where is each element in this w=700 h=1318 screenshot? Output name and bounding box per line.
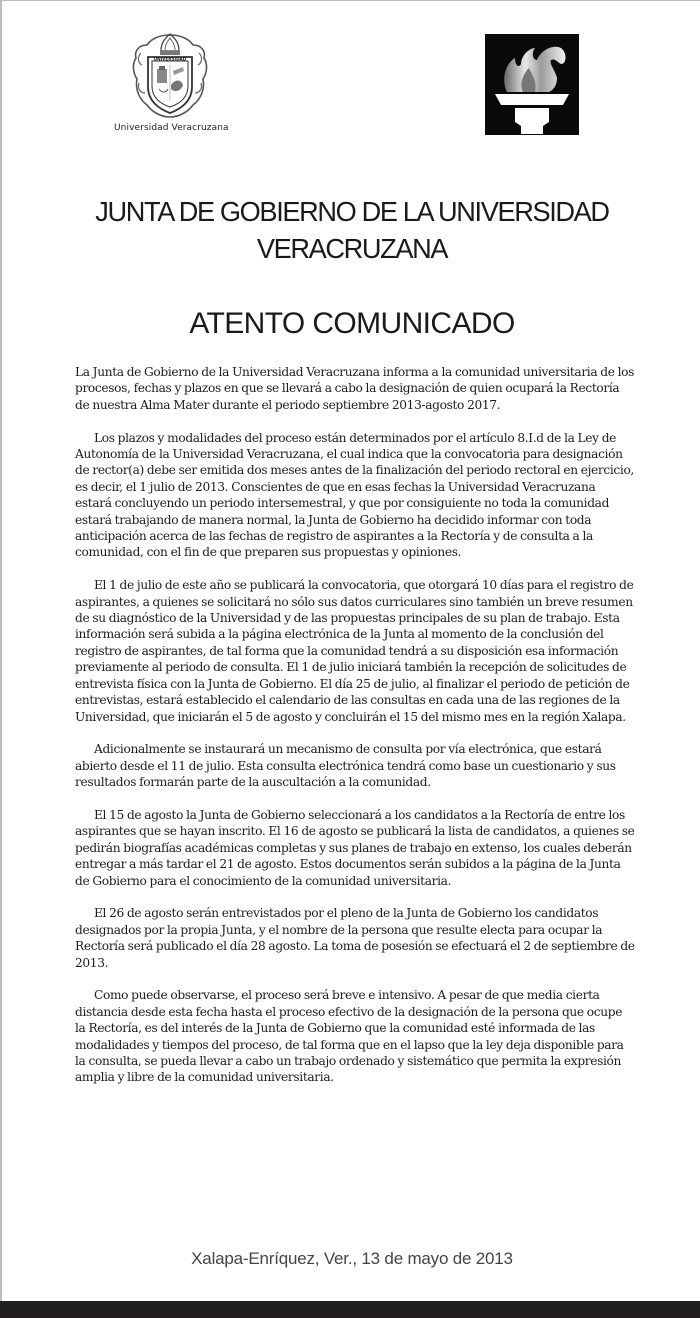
svg-text:UNIVERSIDAD: UNIVERSIDAD: [153, 56, 187, 62]
universidad-veracruzana-crest-icon: [129, 31, 211, 119]
paragraph: Los plazos y modalidades del proceso están determinados por el artículo 8.I.d de la Ley de Autonomía de la Universidad Veracruzana, el cual indica que la convocatoria para designación de rector(a) debe ser emitida dos meses antes de la finalización del periodo rectoral en ejercicio, es decir, el 1 julio de 2013. Conscientes de que en esas fechas la Universidad Veracruzana estará concluyendo un periodo intersemestral, y que por consiguiente no toda la comunidad estará trabajando de manera normal, la Junta de Gobierno ha decidido informar con toda anticipación acerca de las fechas de registro de aspirantes a la Rectoría y de consulta a la comunidad, con el fin de que preparen sus propuestas y opiniones.: [75, 430, 634, 560]
title-line-2: VERACRUZANA: [256, 233, 448, 264]
torch-icon: [485, 34, 579, 135]
communique-body: [75, 364, 635, 1102]
logo-caption: Universidad Veracruzana: [114, 123, 229, 133]
paragraph: El 15 de agosto la Junta de Gobierno seleccionará a los candidatos a la Rectoría de entre los aspirantes que se hayan inscrito. El 16 de agosto se publicará la lista de candidatos, a quienes se pedirán biografías académicas completas y sus planes de trabajo en extenso, los cuales deberán entregar a más tardar el 21 de agosto. Estos documentos serán subidos a la página de la Junta de Gobierno para el conocimiento de la comunidad universitaria.: [75, 807, 635, 888]
title-line-1: JUNTA DE GOBIERNO DE LA UNIVERSIDAD: [95, 196, 609, 227]
communique-heading: ATENTO COMUNICADO: [189, 307, 515, 340]
paragraph-intro: La Junta de Gobierno de la Universidad Veracruzana informa a la comunidad universitaria de los procesos, fechas y plazos en que se llevará a cabo la designación de quien ocupará la Rectoría de nuestra Alma Mater durante el periodo septiembre 2013-agosto 2017.: [75, 365, 635, 412]
paragraph: El 26 de agosto serán entrevistados por el pleno de la Junta de Gobierno los candidatos designados por la propia Junta, y el nombre de la persona que resulte electa para ocupar la Rectoría será publicado el día 28 agosto. La toma de posesión se efectuará el 2 de septiembre de 2013.: [75, 906, 635, 970]
paragraph: Como puede observarse, el proceso será breve e intensivo. A pesar de que media cierta distancia desde esta fecha hasta el proceso efectivo de la designación de la persona que ocupe la Rectoría, es del interés de la Junta de Gobierno que la comunidad esté informada de las modalidades y tiempos del proceso, de tal forma que en el lapso que la ley deja disponible para la consulta, se pueda llevar a cabo un trabajo ordenado y sistemático que permita la expresión amplia y libre de la comunidad universitaria.: [75, 988, 624, 1085]
page-title: [13, 193, 692, 267]
place-and-date: Xalapa-Enríquez, Ver., 13 de mayo de 2013: [191, 1249, 513, 1268]
paragraph: El 1 de julio de este año se publicará la convocatoria, que otorgará 10 días para el registro de aspirantes, a quienes se solicitará no sólo sus datos curriculares sino también un breve resumen de su diagnóstico de la Universidad y de las propuestas principales de su plan de trabajo. Esta información será subida a la página electrónica de la Junta al momento de la conclusión del registro de aspirantes, de tal forma que la comunidad tendrá a su disposición esa información previamente al periodo de consulta. El 1 de julio iniciará también la recepción de solicitudes de entrevista física con la Junta de Gobierno. El día 25 de julio, al finalizar el periodo de petición de entrevistas, estará establecido el calendario de las consultas en cada una de las regiones de la Universidad, que iniciarán el 5 de agosto y concluirán el 15 del mismo mes en la región Xalapa.: [75, 578, 634, 724]
paragraph: Adicionalmente se instaurará un mecanismo de consulta por vía electrónica, que estará abierto desde el 11 de julio. Esta consulta electrónica tendrá como base un cuestionario y sus resultados formarán parte de la auscultación a la comunidad.: [75, 742, 616, 790]
footer-bar: [0, 1301, 700, 1318]
university-logo: [114, 31, 229, 133]
torch-logo: [485, 34, 579, 135]
